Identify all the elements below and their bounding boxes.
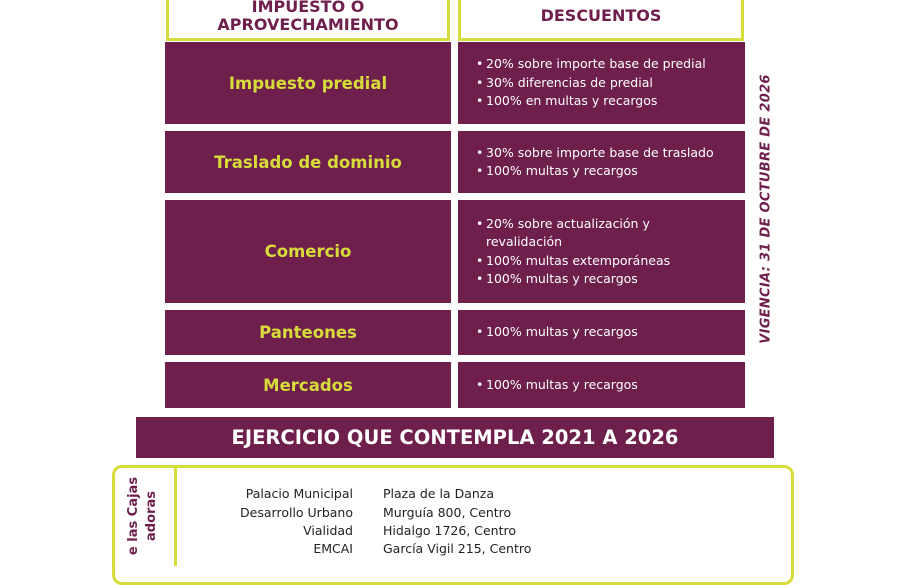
row-name-cell: [165, 200, 451, 303]
row-discounts-cell: [458, 310, 745, 355]
discount-item: • 30% sobre importe base de traslado: [476, 144, 745, 163]
discount-text: 20% sobre actualización y revalidación: [486, 215, 650, 249]
location-address: Hidalgo 1726, Centro: [383, 523, 517, 538]
discount-text: 100% multas extemporáneas: [486, 252, 671, 268]
discount-item: • 100% multas y recargos: [476, 376, 745, 395]
discount-text: 100% multas y recargos: [486, 163, 638, 178]
discount-text: 30% diferencias de predial: [486, 74, 653, 90]
discount-item: • 100% en multas y recargos: [476, 92, 745, 111]
row-name: Panteones: [259, 323, 357, 342]
row-name-cell: [165, 42, 451, 124]
vigencia-label: [755, 60, 777, 358]
location-name: Desarrollo Urbano: [240, 505, 353, 520]
discount-text: 100% multas y recargos: [486, 376, 638, 392]
discount-item: • 100% multas y recargos: [476, 270, 745, 289]
location-name: Palacio Municipal: [245, 486, 353, 501]
cajas-title-line2: adoras: [144, 490, 159, 541]
row-name-cell: [165, 362, 451, 408]
header-right-text: DESCUENTOS: [540, 6, 662, 25]
row-discounts-cell: [458, 42, 745, 124]
row-name: Comercio: [264, 242, 352, 261]
cajas-title-line1: e las Cajas: [126, 476, 141, 555]
row-discounts-cell: [458, 362, 745, 408]
location-address: Murguía 800, Centro: [383, 505, 512, 520]
cajas-title-text: [125, 476, 161, 554]
row-name: Impuesto predial: [228, 73, 388, 93]
location-address: Plaza de la Danza: [383, 486, 494, 501]
row-name: Mercados: [263, 375, 353, 395]
row-discounts-cell: [458, 131, 745, 193]
header-left: [166, 0, 450, 41]
location-address: García Vigil 215, Centro: [383, 541, 532, 556]
header-left-text: IMPUESTO O APROVECHAMIENTO: [217, 0, 399, 34]
row-discounts-cell: [458, 200, 745, 303]
location-name: EMCAI: [313, 541, 353, 556]
discount-item: • 100% multas extemporáneas: [476, 252, 745, 271]
discount-item: • 30% diferencias de predial: [476, 74, 745, 93]
header-right: [458, 0, 744, 41]
row-name-cell: [165, 310, 451, 355]
row-name-cell: [165, 131, 451, 193]
discount-text: 100% multas y recargos: [486, 271, 638, 286]
banner: [136, 417, 774, 458]
discount-text: 100% multas y recargos: [486, 324, 638, 340]
discount-text: 100% en multas y recargos: [486, 93, 658, 109]
cajas-title: [114, 468, 172, 563]
discount-text: 30% sobre importe base de traslado: [486, 144, 714, 160]
vigencia-text: VIGENCIA: 31 DE OCTUBRE DE 2026: [758, 74, 774, 344]
discount-item: • 20% sobre actualización y revalidación: [476, 215, 686, 252]
discount-text: 20% sobre importe base de predial: [486, 56, 706, 72]
discount-item: • 100% multas y recargos: [476, 162, 745, 181]
discount-item: • 100% multas y recargos: [476, 323, 745, 342]
location-name: Vialidad: [303, 523, 353, 538]
discount-item: • 20% sobre importe base de predial: [476, 55, 745, 74]
banner-text: EJERCICIO QUE CONTEMPLA 2021 A 2026: [231, 426, 679, 449]
cajas-divider: [174, 466, 177, 566]
row-name: Traslado de dominio: [214, 152, 402, 172]
